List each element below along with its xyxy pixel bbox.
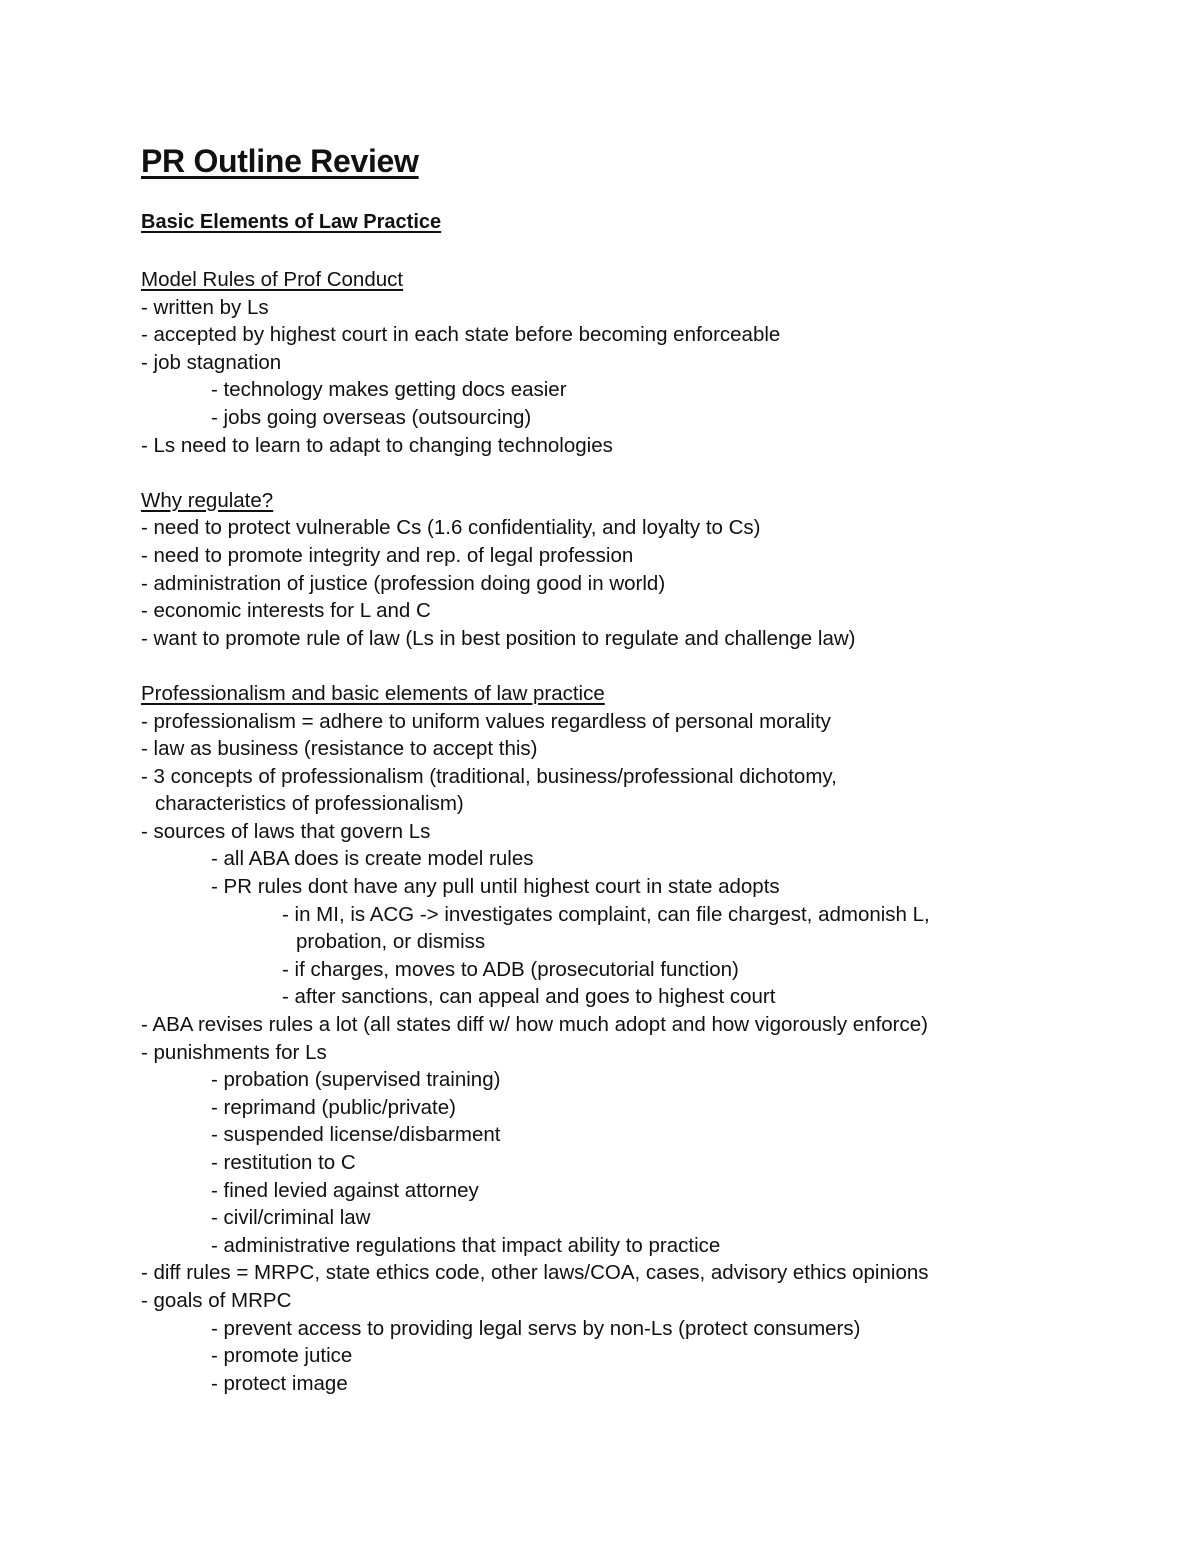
outline-item: - administrative regulations that impact ability to practice — [211, 1233, 721, 1257]
outline-item: - want to promote rule of law (Ls in best position to regulate and challenge law) — [141, 626, 856, 650]
outline-item: - protect image — [211, 1371, 348, 1395]
outline-item: - punishments for Ls — [141, 1040, 327, 1064]
subheading: Why regulate? — [141, 488, 274, 512]
outline-item: - job stagnation — [141, 350, 282, 374]
outline-item: probation, or dismiss — [296, 930, 486, 954]
outline-item: - need to promote integrity and rep. of legal profession — [141, 543, 634, 567]
outline-item: - professionalism = adhere to uniform values regardless of personal morality — [141, 709, 831, 733]
outline-item: - restitution to C — [211, 1151, 356, 1174]
outline-item: - written by Ls — [141, 295, 269, 319]
blank-line — [141, 652, 1151, 680]
outline-item: characteristics of professionalism) — [155, 792, 464, 816]
outline-item: - law as business (resistance to accept this) — [141, 737, 538, 761]
outline-item: - diff rules = MRPC, state ethics code, other laws/COA, cases, advisory ethics opinions — [141, 1261, 929, 1285]
blank-line — [141, 459, 1151, 487]
outline-item: - ABA revises rules a lot (all states diff w/ how much adopt and how vigorously enforce) — [141, 1013, 928, 1037]
outline-item: - Ls need to learn to adapt to changing technologies — [141, 433, 613, 457]
subheading: Professionalism and basic elements of law practice — [141, 681, 605, 705]
outline-item: - if charges, moves to ADB (prosecutorial function) — [282, 957, 739, 981]
section-heading: Basic Elements of Law Practice — [141, 211, 442, 233]
outline-item: - jobs going overseas (outsourcing) — [211, 405, 532, 429]
outline-item: - goals of MRPC — [141, 1288, 292, 1312]
outline-item: - reprimand (public/private) — [211, 1095, 456, 1119]
outline-item: - 3 concepts of professionalism (traditional, business/professional dichotomy, — [141, 764, 837, 788]
outline-item: - in MI, is ACG -> investigates complaint, can file chargest, admonish L, — [282, 902, 930, 926]
document-title: PR Outline Review — [141, 143, 419, 179]
outline-item: - all ABA does is create model rules — [211, 847, 534, 871]
outline-item: - administration of justice (profession doing good in world) — [141, 571, 666, 595]
outline-item: - technology makes getting docs easier — [211, 378, 567, 402]
outline-item: - prevent access to providing legal servs by non-Ls (protect consumers) — [211, 1316, 861, 1340]
outline-item: - economic interests for L and C — [141, 599, 431, 623]
outline-item: - promote jutice — [211, 1344, 353, 1368]
outline-item: - accepted by highest court in each state before becoming enforceable — [141, 323, 781, 347]
outline-item: - fined levied against attorney — [211, 1178, 479, 1202]
outline-item: - probation (supervised training) — [211, 1068, 501, 1092]
outline-body — [141, 266, 1151, 1397]
outline-item: - need to protect vulnerable Cs (1.6 confidentiality, and loyalty to Cs) — [141, 516, 761, 540]
subheading: Model Rules of Prof Conduct — [141, 268, 404, 291]
outline-item: - suspended license/disbarment — [211, 1123, 501, 1147]
outline-item: - sources of laws that govern Ls — [141, 819, 431, 843]
outline-item: - after sanctions, can appeal and goes to highest court — [282, 985, 776, 1009]
outline-item: - PR rules dont have any pull until highest court in state adopts — [211, 875, 780, 899]
outline-item: - civil/criminal law — [211, 1206, 371, 1230]
